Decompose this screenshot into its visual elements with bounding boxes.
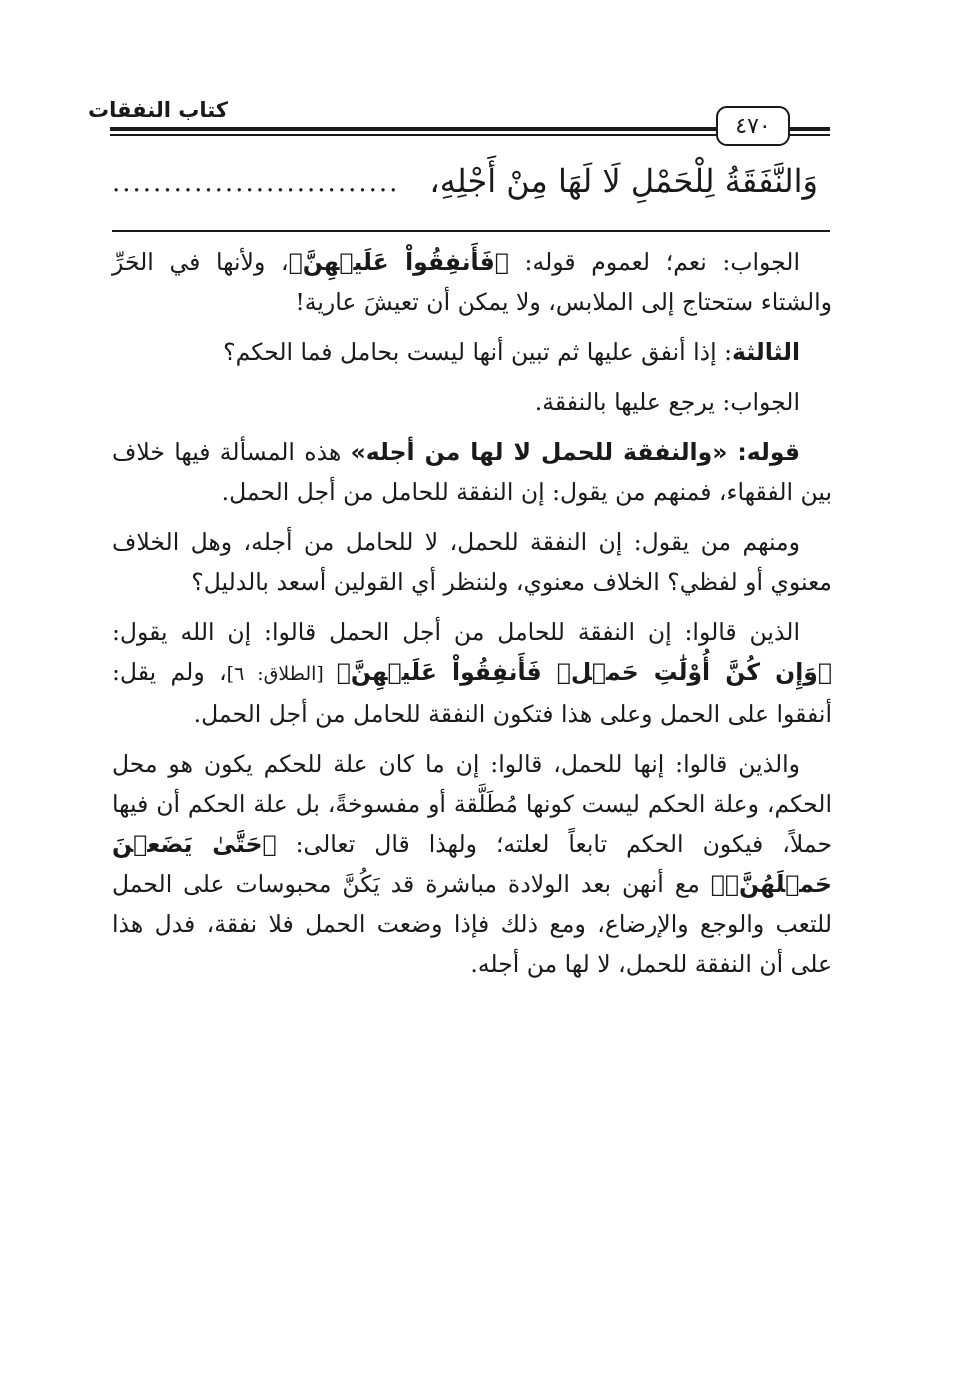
quoted-matn: «والنفقة للحمل لا لها من أجله» [350, 438, 738, 466]
verse-reference: [الطلاق: ٦] [226, 663, 337, 685]
paragraph-7 [112, 744, 832, 984]
matn-dots: ............................ [112, 168, 400, 198]
point-label: الثالثة [732, 338, 800, 366]
paragraph-6-text-b: ، ولم يقل: أنفقوا على الحمل وعلى هذا فتكون النفقة للحامل من أجل الحمل. [112, 658, 832, 728]
quran-quote: ﴿وَإِن كُنَّ أُوْلَٰتِ حَمۡلٖ فَأَنفِقُواْ عَلَيۡهِنَّ﴾ [336, 658, 832, 686]
paragraph-1-text-a: الجواب: نعم؛ لعموم قوله: [508, 248, 800, 276]
paragraph-5-text: ومنهم من يقول: إن النفقة للحمل، لا للحامل من أجله، وهل الخلاف معنوي أو لفظي؟ الخلاف معنوي، ولننظر أي القولين أسعد بالدليل؟ [112, 528, 832, 596]
paragraph-7-text-b: مع أنهن بعد الولادة مباشرة قد يَكُنَّ محبوسات على الحمل للتعب والوجع والإرضاع، ومع ذلك فإذا وضعت الحمل فلا نفقة، فدل هذا على أن النفقة للحمل، لا لها من أجله. [112, 870, 832, 978]
matn-line: وَالنَّفَقَةُ لِلْحَمْلِ لَا لَهَا مِنْ أَجْلِهِ، [429, 162, 818, 200]
paragraph-4-text: هذه المسألة فيها خلاف بين الفقهاء، فمنهم من يقول: إن النفقة للحامل من أجل الحمل. [112, 438, 832, 506]
paragraph-6 [112, 612, 832, 734]
header-rule-thin-right [790, 134, 830, 136]
quran-quote: ﴿فَأَنفِقُواْ عَلَيۡهِنَّ﴾ [288, 248, 509, 276]
paragraph-3 [112, 382, 832, 422]
header-rule-thick-right [790, 127, 830, 131]
paragraph-3-text: الجواب: يرجع عليها بالنفقة. [534, 388, 800, 416]
page-number-text: ٤٧٠ [735, 113, 771, 139]
header-rule-thick [110, 127, 716, 131]
matn-separator [112, 230, 830, 232]
quran-quote: ﴿حَتَّىٰ يَضَعۡنَ حَمۡلَهُنَّۚ﴾ [112, 830, 832, 898]
paragraph-2-text: : إذا أنفق عليها ثم تبين أنها ليست بحامل فما الحكم؟ [223, 338, 733, 366]
qawluhu-label: قوله: [737, 438, 801, 466]
header-rule-thin [110, 134, 716, 136]
paragraph-2 [112, 332, 832, 372]
commentary-body [112, 242, 832, 994]
paragraph-1 [112, 242, 832, 322]
paragraph-6-text-a: الذين قالوا: إن النفقة للحامل من أجل الحمل قالوا: إن الله يقول: [112, 618, 800, 646]
running-head: كتاب النفقات [88, 98, 228, 122]
paragraph-5 [112, 522, 832, 602]
paragraph-1-text-b: ، ولأنها في الحَرِّ والشتاء ستحتاج إلى الملابس، ولا يمكن أن تعيشَ عارية! [112, 248, 832, 316]
page-number [716, 106, 790, 146]
paragraph-7-text-a: والذين قالوا: إنها للحمل، قالوا: إن ما كان علة للحكم يكون هو محل الحكم، وعلة الحكم ليست كونها مُطَلَّقة أو مفسوخةً، بل علة الحكم أن فيها حملاً، فيكون الحكم تابعاً لعلته؛ ولهذا قال تعالى: [112, 750, 832, 858]
paragraph-4 [112, 432, 832, 512]
